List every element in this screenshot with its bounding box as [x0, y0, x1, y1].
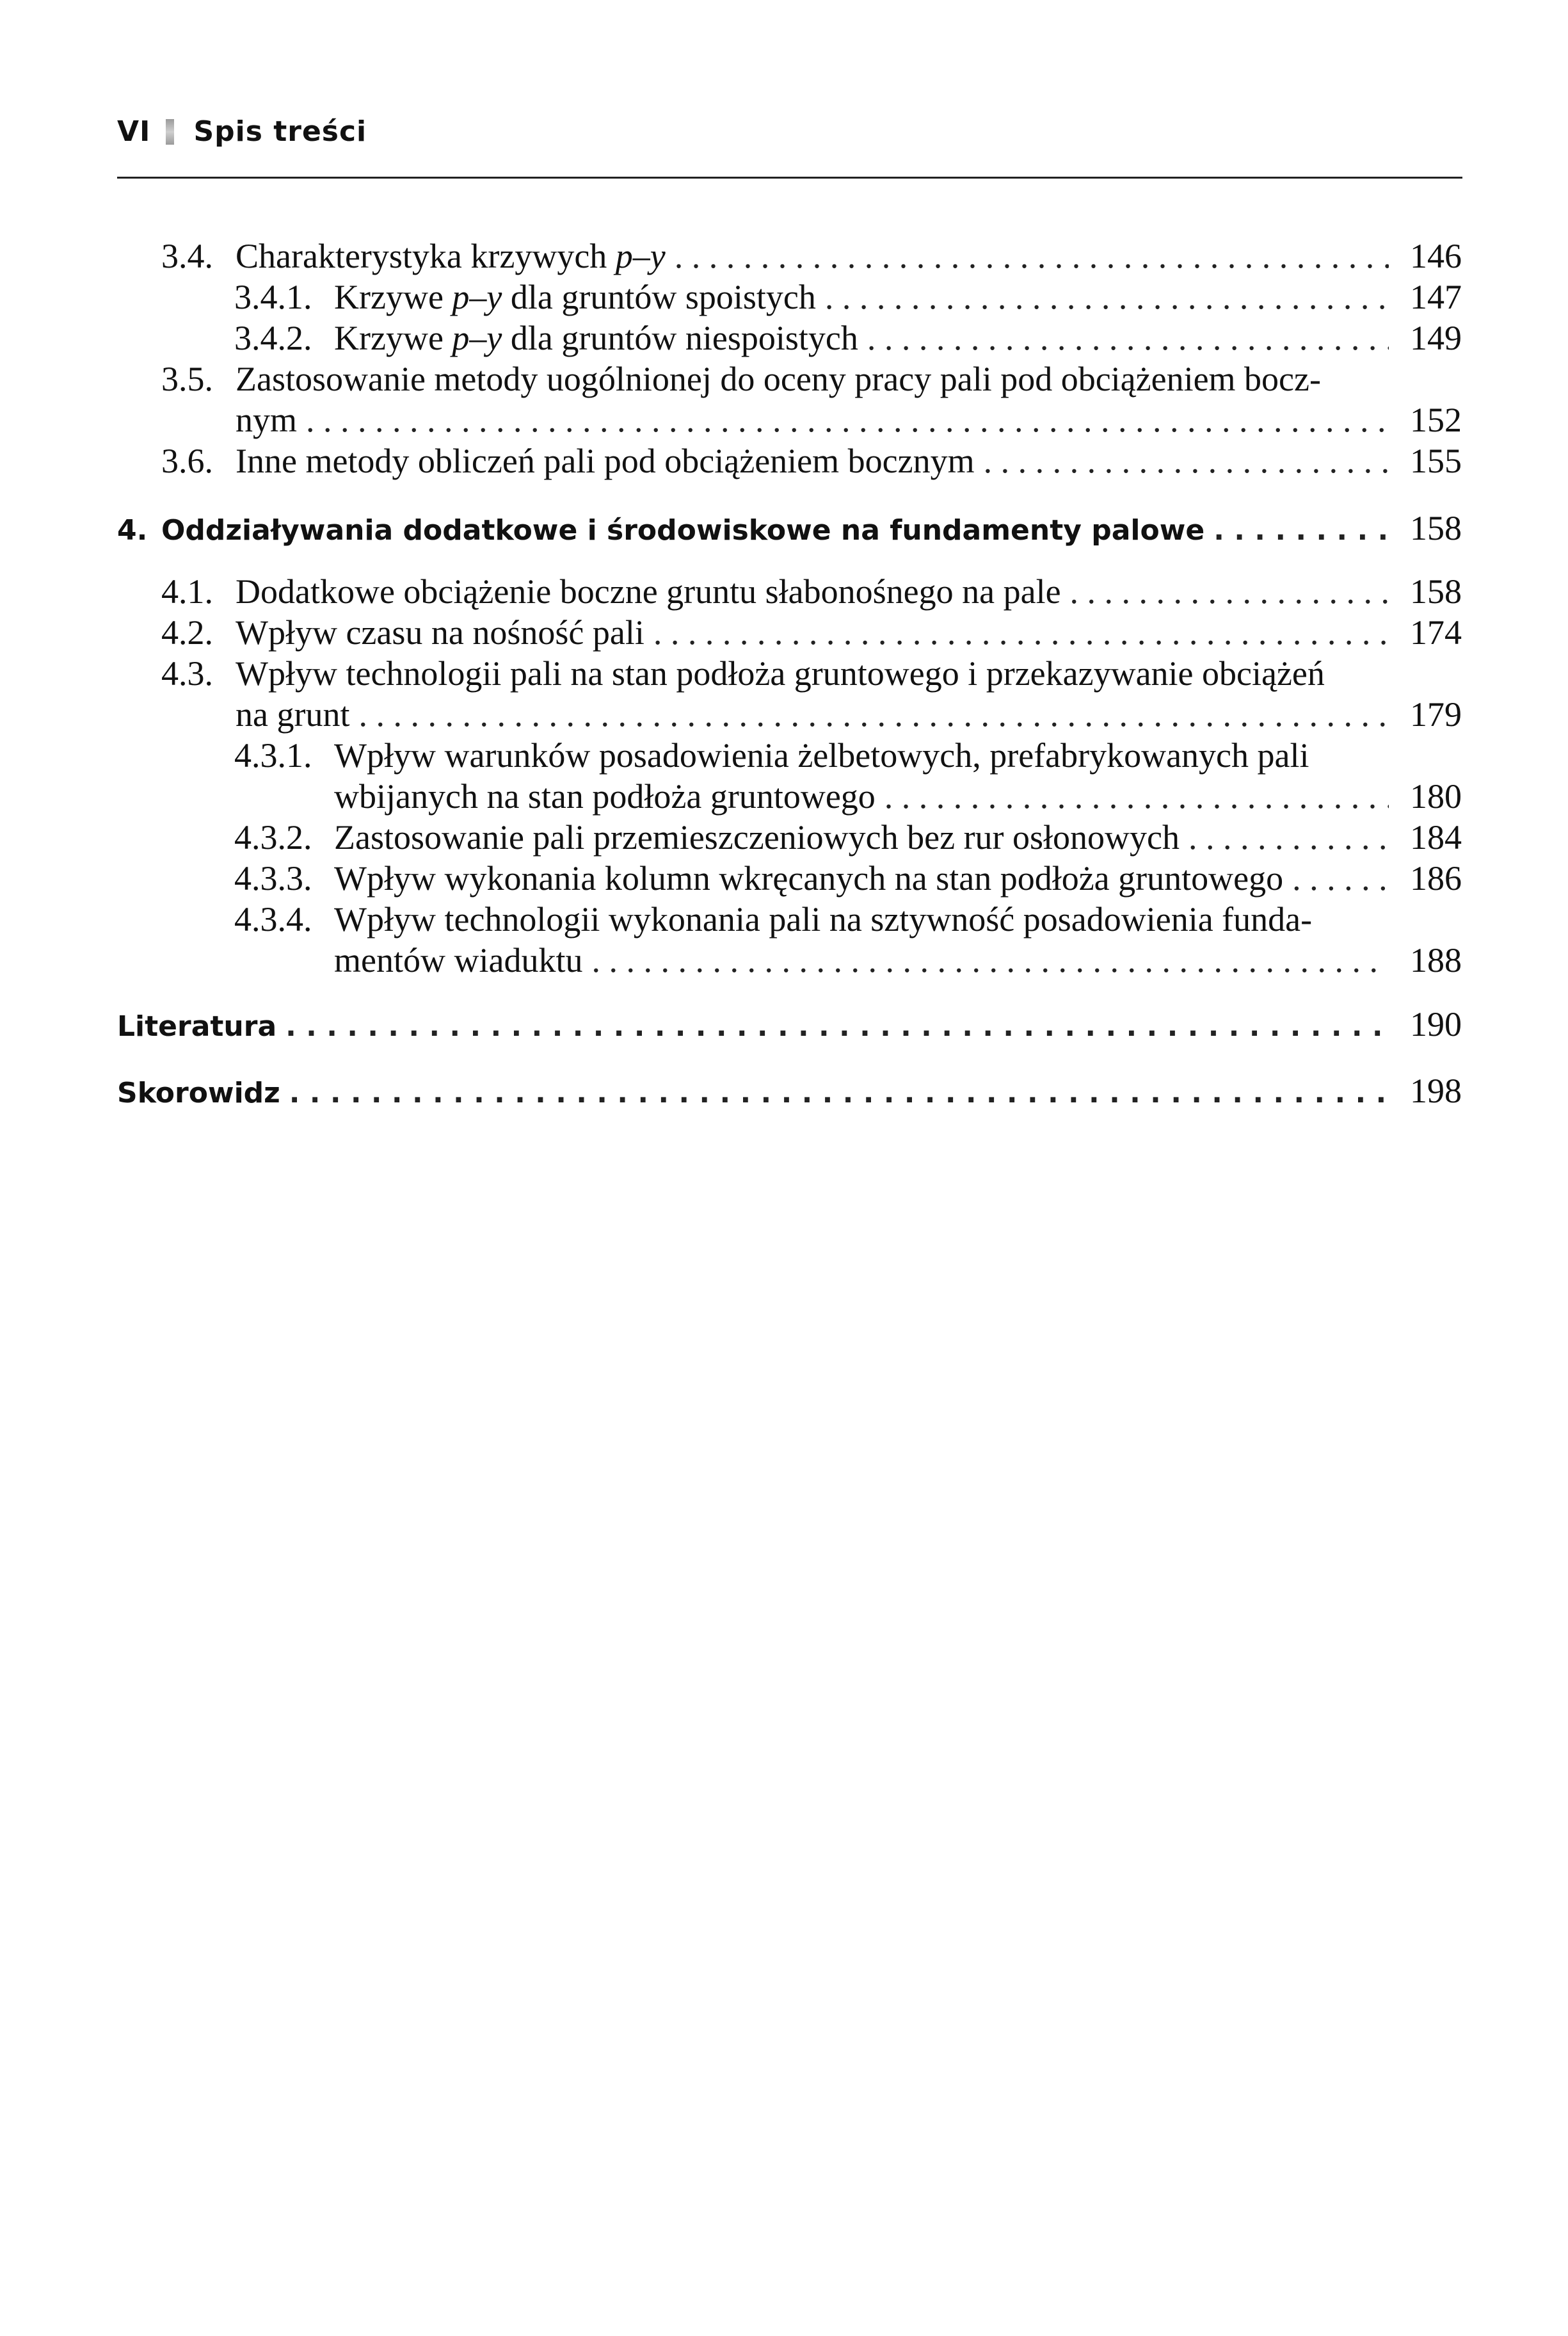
dot-leader	[591, 940, 1389, 981]
toc-chapter-entry[interactable]	[117, 1070, 1462, 1114]
header-page-number: VI	[117, 115, 151, 148]
toc-entry-title: Wpływ czasu na nośność pali	[236, 613, 644, 652]
dot-leader	[825, 277, 1389, 318]
toc-entry-page: 188	[1410, 941, 1462, 979]
toc-entry-page: 198	[1410, 1072, 1462, 1110]
toc-entry-first-line[interactable]	[161, 653, 1396, 694]
toc-entry-title: Inne metody obliczeń pali pod obciążeniem bocznym	[236, 442, 975, 480]
toc-entry-number: 3.5.	[161, 360, 213, 398]
toc-entry-title: Literatura	[117, 1010, 277, 1043]
toc-entry-title: Zastosowanie metody uogólnionej do oceny pracy pali pod obciążeniem bocz-	[236, 360, 1321, 398]
dot-leader	[884, 776, 1389, 817]
toc-entry-title: Charakterystyka krzywych p–y	[236, 237, 666, 275]
toc-entry-number: 4.3.3.	[234, 859, 312, 898]
toc-entry-number: 4.3.2.	[234, 818, 312, 857]
toc-entry[interactable]	[161, 440, 1462, 481]
dot-leader	[358, 694, 1389, 735]
toc-entry[interactable]	[236, 399, 1462, 440]
toc-entry-title: Krzywe p–y dla gruntów spoistych	[334, 278, 816, 316]
dot-leader	[675, 236, 1389, 277]
toc-entry[interactable]	[236, 694, 1462, 735]
toc-entry-first-line[interactable]	[161, 358, 1396, 399]
running-header	[117, 115, 367, 148]
toc-entry[interactable]	[234, 817, 1462, 858]
toc-entry-title: Zastosowanie pali przemieszczeniowych bez rur osłonowych	[334, 818, 1180, 857]
toc-entry-title: Wpływ warunków posadowienia żelbetowych, prefabrykowanych pali	[334, 736, 1309, 775]
toc-entry-number: 4.3.4.	[234, 900, 312, 938]
toc-entry-first-line[interactable]	[234, 735, 1396, 776]
header-marker-icon	[166, 119, 174, 145]
toc-entry-first-line[interactable]	[234, 899, 1396, 940]
toc-chapter-entry[interactable]	[117, 508, 1462, 551]
toc-entry-page: 155	[1410, 442, 1462, 480]
dot-leader	[653, 612, 1389, 653]
toc-entry-title: Dodatkowe obciążenie boczne gruntu słabonośnego na pale	[236, 572, 1061, 611]
toc-entry-title: Oddziaływania dodatkowe i środowiskowe na fundamenty palowe	[161, 514, 1205, 547]
toc-entry[interactable]	[234, 318, 1462, 358]
toc-entry-page: 184	[1410, 818, 1462, 857]
toc-entry-page: 180	[1410, 777, 1462, 816]
toc-entry-page: 152	[1410, 401, 1462, 439]
toc-entry-number: 4.3.1.	[234, 736, 312, 775]
dot-leader	[289, 1073, 1389, 1114]
toc-entry-number: 3.4.1.	[234, 278, 312, 316]
toc-entry-number: 3.4.2.	[234, 319, 312, 357]
dot-leader	[984, 440, 1389, 481]
toc-entry-number: 4.3.	[161, 654, 213, 693]
toc-entry[interactable]	[161, 612, 1462, 653]
toc-entry[interactable]	[334, 940, 1462, 981]
toc-entry-page: 174	[1410, 613, 1462, 652]
dot-leader	[306, 399, 1389, 440]
toc-entry-number: 3.6.	[161, 442, 213, 480]
toc-chapter-entry[interactable]	[117, 1004, 1462, 1047]
toc-entry-page: 158	[1410, 509, 1462, 547]
dot-leader	[867, 318, 1389, 358]
toc-entry-title-continued: wbijanych na stan podłoża gruntowego	[334, 777, 876, 816]
toc-entry[interactable]	[161, 236, 1462, 277]
toc-entry-page: 186	[1410, 859, 1462, 898]
toc-entry[interactable]	[234, 858, 1462, 899]
dot-leader	[1292, 858, 1389, 899]
toc-entry-page: 179	[1410, 695, 1462, 734]
dot-leader	[1070, 571, 1389, 612]
dot-leader	[1188, 817, 1389, 858]
toc-entry-number: 4.	[117, 514, 148, 547]
toc-entry-title: Wpływ technologii wykonania pali na sztywność posadowienia funda-	[334, 900, 1313, 938]
toc-entry-title-continued: nym	[236, 401, 298, 439]
toc-entry-title: Wpływ wykonania kolumn wkręcanych na stan podłoża gruntowego	[334, 859, 1284, 898]
toc-entry-page: 158	[1410, 572, 1462, 611]
toc-entry-page: 149	[1410, 319, 1462, 357]
toc-entry-page: 146	[1410, 237, 1462, 275]
toc-entry[interactable]	[161, 571, 1462, 612]
dot-leader	[285, 1006, 1389, 1047]
toc-entry-number: 4.2.	[161, 613, 213, 652]
toc-entry-title-continued: mentów wiaduktu	[334, 941, 583, 979]
toc-entry-title: Skorowidz	[117, 1077, 280, 1109]
toc-entry-title: Krzywe p–y dla gruntów niespoistych	[334, 319, 858, 357]
dot-leader	[1213, 510, 1389, 551]
toc-entry-page: 147	[1410, 278, 1462, 316]
toc-entry-title-continued: na grunt	[236, 695, 350, 734]
toc-entry[interactable]	[334, 776, 1462, 817]
toc-entry-page: 190	[1410, 1005, 1462, 1043]
toc-entry-number: 3.4.	[161, 237, 213, 275]
header-rule	[117, 177, 1462, 179]
toc-entry-title: Wpływ technologii pali na stan podłoża gruntowego i przekazywanie obciążeń	[236, 654, 1325, 693]
toc-entry-number: 4.1.	[161, 572, 213, 611]
header-section-title: Spis treści	[193, 115, 367, 148]
toc-entry[interactable]	[234, 277, 1462, 318]
